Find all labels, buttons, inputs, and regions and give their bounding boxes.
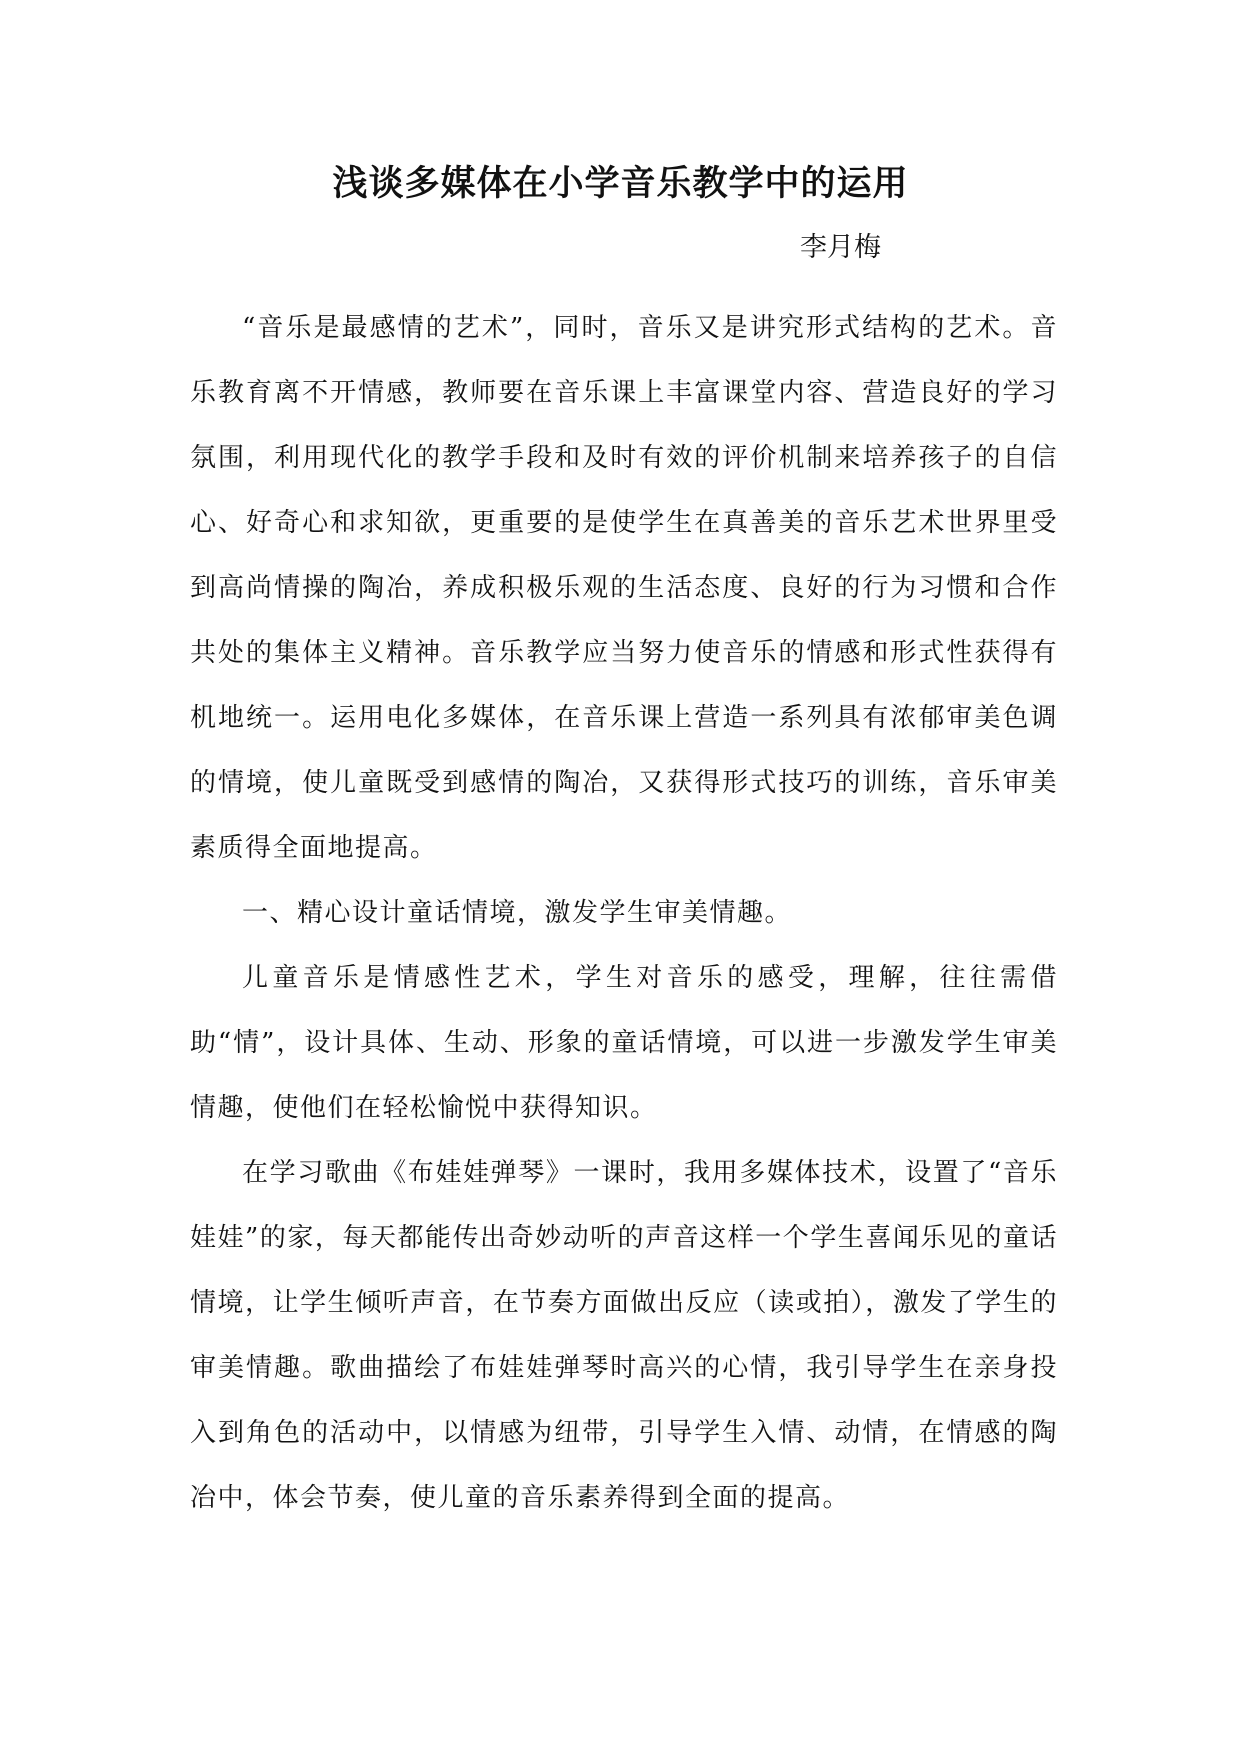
document-author: 李月梅 [800,232,881,263]
paragraph-intro: “音乐是最感情的艺术”，同时，音乐又是讲究形式结构的艺术。音乐教育离不开情感，教师要在音乐课上丰富课堂内容、营造良好的学习氛围，利用现代化的教学手段和及时有效的评价机制来培养孩子的自信心、好奇心和求知欲，更重要的是使学生在真善美的音乐艺术世界里受到高尚情操的陶冶，养成积极乐观的生活态度、良好的行为习惯和合作共处的集体主义精神。音乐教学应当努力使音乐的情感和形式性获得有机地统一。运用电化多媒体，在音乐课上营造一系列具有浓郁审美色调的情境，使儿童既受到感情的陶冶，又获得形式技巧的训练，音乐审美素质得全面地提高。 [190,313,1058,863]
paragraph-example: 在学习歌曲《布娃娃弹琴》一课时，我用多媒体技术，设置了“音乐娃娃”的家，每天都能传出奇妙动听的声音这样一个学生喜闻乐见的童话情境，让学生倾听声音，在节奏方面做出反应（读或拍），激发了学生的审美情趣。歌曲描绘了布娃娃弹琴时高兴的心情，我引导学生在亲身投入到角色的活动中，以情感为纽带，引导学生入情、动情，在情感的陶冶中，体会节奏，使儿童的音乐素养得到全面的提高。 [190,1158,1058,1513]
document-title: 浅谈多媒体在小学音乐教学中的运用 [332,163,909,204]
paragraph-section-1: 儿童音乐是情感性艺术，学生对音乐的感受，理解，往往需借助“情”，设计具体、生动、形象的童话情境，可以进一步激发学生审美情趣，使他们在轻松愉悦中获得知识。 [190,963,1058,1123]
section-heading-1: 一、精心设计童话情境，激发学生审美情趣。 [242,898,793,928]
document-body [190,296,1058,1531]
